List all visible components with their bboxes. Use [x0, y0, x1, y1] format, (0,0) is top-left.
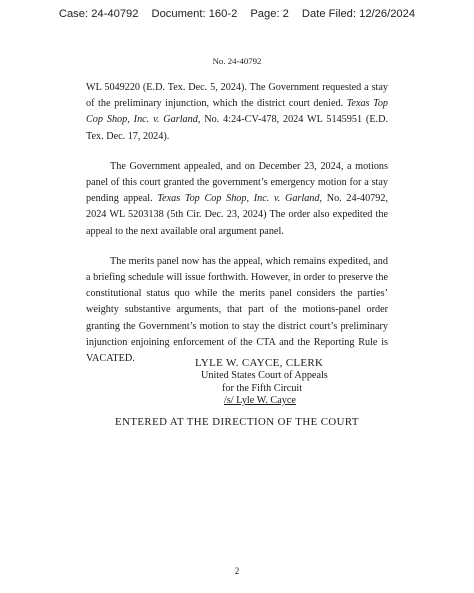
paragraph-2 [86, 159, 388, 240]
case-citation-italic: Texas Top Cop Shop, Inc. v. Garland [157, 193, 320, 205]
header-page: Page: 2 [250, 8, 289, 20]
filing-header [0, 8, 474, 20]
paragraph-1-text-c: , No. 4:24-CV-478, 2024 WL 5145951 (E.D. Tex. Dec. 17, 2024). [86, 114, 388, 142]
signature-line: /s/ Lyle W. Cayce [224, 395, 296, 407]
case-citation-italic: Texas Top Cop Shop, Inc. v. Garland [86, 98, 389, 126]
paragraph-3: The merits panel now has the appeal, which remains expedited, and a briefing schedule will issue forthwith. However, in order to preserve the constitutional status quo while the merits panel considers the parties’ weighty substantive arguments, that part of the motions-panel order granting the Government’s motion to stay the district court’s preliminary injunction enjoining enforcement of the CTA and the Reporting Rule is VACATED. [86, 255, 388, 365]
paragraph-1 [86, 80, 388, 145]
page-number: 2 [234, 566, 240, 576]
circuit-name: for the Fifth Circuit [222, 382, 303, 394]
document-number: Document: 160-2 [151, 8, 238, 20]
court-name: United States Court of Appeals [201, 370, 328, 381]
clerk-signature-block [195, 356, 375, 408]
order-body [86, 80, 388, 381]
entered-statement: ENTERED AT THE DIRECTION OF THE COURT [115, 416, 359, 428]
paragraph-2-text-a: The Government appealed, and on December 23, 2024, a motions panel of this court granted the government’s emergency motion for a stay pending appeal. [86, 160, 388, 205]
date-filed: Date Filed: 12/26/2024 [301, 8, 416, 20]
paragraph-1-text-a: WL 5049220 (E.D. Tex. Dec. 5, 2024). The Government requested a stay of the preliminary injunction, which the district court denied. [86, 82, 388, 110]
clerk-name: LYLE W. CAYCE, CLERK [195, 357, 324, 369]
case-number: Case: 24-40792 [58, 8, 139, 20]
paragraph-2-text-c: , No. 24-40792, 2024 WL 5203138 (5th Cir. Dec. 23, 2024) The order also expedited the appeal to the next available oral argument panel. [86, 193, 389, 237]
docket-number: No. 24-40792 [212, 56, 262, 66]
